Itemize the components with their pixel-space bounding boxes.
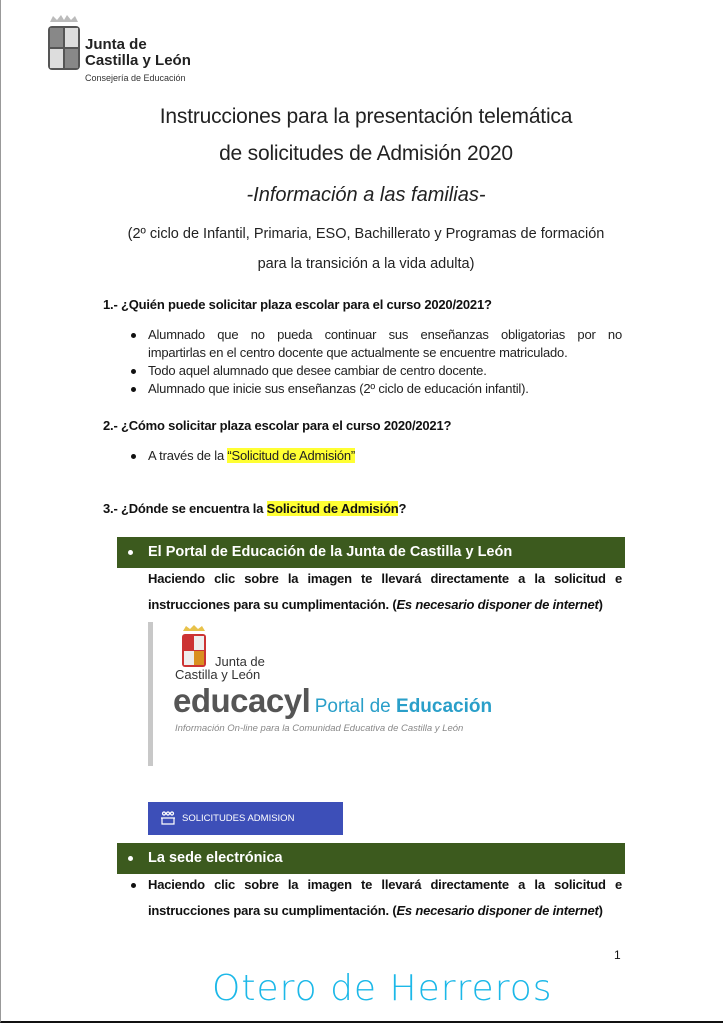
list-item: Todo aquel alumnado que desee cambiar de centro docente. xyxy=(148,362,622,380)
coat-of-arms-icon xyxy=(181,625,207,669)
group-icon xyxy=(160,811,176,825)
sede-bar: La sede electrónica xyxy=(117,843,625,874)
highlight: “Solicitud de Admisión” xyxy=(227,448,356,463)
page-number: 1 xyxy=(614,948,621,962)
logo-line1: Junta de xyxy=(85,36,147,53)
logo-line2: Castilla y León xyxy=(85,52,191,69)
title-line1: Instrucciones para la presentación telemática xyxy=(159,105,573,128)
portal-line1: Haciendo clic sobre la imagen te llevará directamente a la solicitud e xyxy=(148,571,622,586)
scope-line2: para la transición a la vida adulta) xyxy=(257,256,475,272)
educacyl-banner-link[interactable] xyxy=(148,622,538,766)
banner-junta1: Junta de xyxy=(215,654,265,669)
title-line2: de solicitudes de Admisión 2020 xyxy=(219,142,513,165)
solicitudes-admision-button[interactable]: SOLICITUDES ADMISION xyxy=(148,802,343,835)
coat-of-arms-icon xyxy=(47,14,81,72)
subtitle: -Información a las familias- xyxy=(246,184,486,206)
banner-tagline: Información On-line para la Comunidad Educativa de Castilla y León xyxy=(175,723,464,734)
sede-line2: instrucciones para su cumplimentación. (Es necesario disponer de internet) xyxy=(148,903,603,918)
logo-line3: Consejería de Educación xyxy=(85,73,186,83)
section1-heading: 1.- ¿Quién puede solicitar plaza escolar para el curso 2020/2021? xyxy=(103,297,492,312)
list-item: Alumnado que no pueda continuar sus enseñanzas obligatorias por no xyxy=(148,326,622,344)
junta-logo xyxy=(47,14,212,89)
section3-heading: 3.- ¿Dónde se encuentra la Solicitud de Admisión? xyxy=(103,501,407,516)
watermark: Otero de Herreros xyxy=(212,968,553,1009)
banner-title: educacyl Portal de Educación xyxy=(173,682,493,719)
list-item-cont: impartirlas en el centro docente que actualmente se encuentre matriculado. xyxy=(148,345,568,360)
banner-junta2: Castilla y León xyxy=(175,667,261,682)
list-item: A través de la “Solicitud de Admisión” xyxy=(148,447,622,465)
sede-line1: Haciendo clic sobre la imagen te llevará directamente a la solicitud e xyxy=(148,872,622,898)
scope-line1: (2º ciclo de Infantil, Primaria, ESO, Bachillerato y Programas de formación xyxy=(127,226,605,242)
portal-bar: El Portal de Educación de la Junta de Castilla y León xyxy=(117,537,625,568)
portal-line2: instrucciones para su cumplimentación. (Es necesario disponer de internet) xyxy=(148,597,603,612)
section2-heading: 2.- ¿Cómo solicitar plaza escolar para el curso 2020/2021? xyxy=(103,418,452,433)
list-item: Alumnado que inicie sus enseñanzas (2º ciclo de educación infantil). xyxy=(148,380,622,398)
